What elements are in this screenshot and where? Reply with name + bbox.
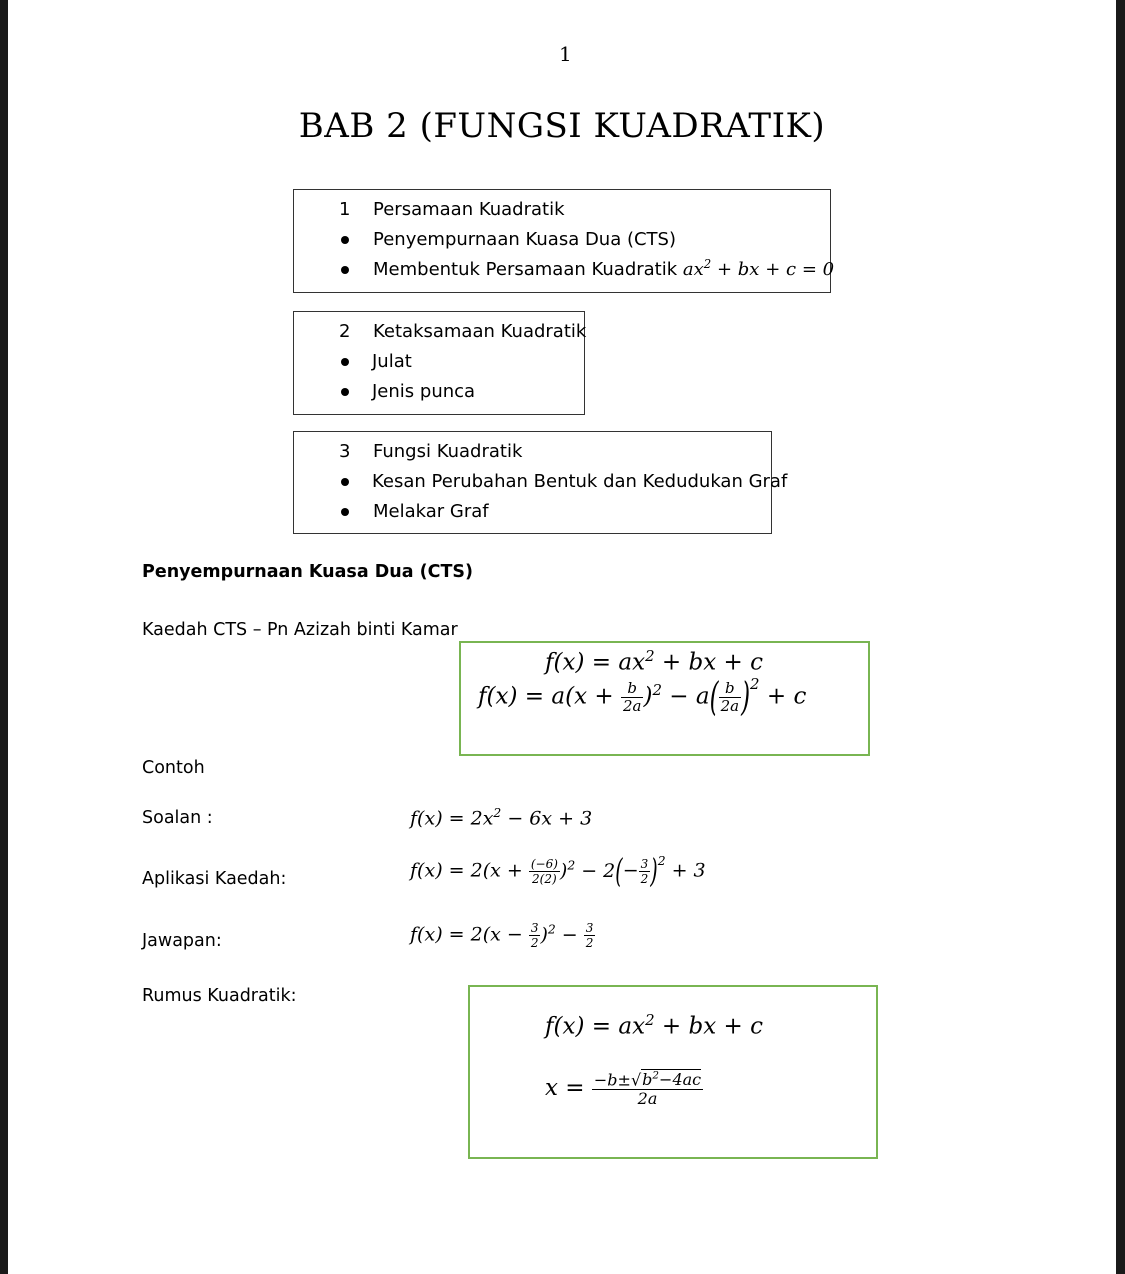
jawapan-label: Jawapan:: [142, 931, 222, 951]
topic-box-3: [293, 431, 788, 534]
rumus-label: Rumus Kuadratik:: [142, 986, 297, 1006]
page-number: 1: [559, 42, 572, 66]
soalan-formula: $f(x) = 2x^2 - 6x + 3$: [410, 806, 593, 830]
bullet-icon: [341, 236, 349, 244]
topic-heading: Persamaan Kuadratik: [373, 199, 565, 220]
quadratic-roots-formula: x = $\frac{-b\pm√b^2-4ac}{2a}$: [545, 1070, 702, 1109]
topic-bullet: Julat: [372, 351, 412, 372]
topic-number: 1: [339, 199, 351, 220]
topic-bullet: Penyempurnaan Kuasa Dua (CTS): [373, 229, 677, 250]
aplikasi-label: Aplikasi Kaedah:: [142, 869, 287, 889]
topic-box-1: [293, 189, 835, 293]
bullet-icon: [341, 478, 349, 486]
aplikasi-formula: f(x) = 2(x + $\frac{(-6)}{2(2)}$ )$^2$ − 2(− $\frac{3}{2}$ )$^2$ + 3: [410, 852, 706, 891]
jawapan-formula: f(x) = 2(x − $\frac{3}{2}$ )$^2$ − $\frac{3}{2}$: [410, 921, 594, 950]
bullet-icon: [341, 266, 349, 274]
topic-bullet: Kesan Perubahan Bentuk dan Kedudukan Graf: [372, 471, 788, 492]
bullet-icon: [341, 388, 349, 396]
general-quadratic-formula: $f(x) = ax^2$ + bx + c: [545, 1011, 763, 1040]
soalan-label: Soalan :: [142, 808, 213, 828]
topic-bullet: Jenis punca: [372, 381, 476, 402]
topic-number: 2: [339, 321, 351, 342]
page-title: BAB 2 (FUNGSI KUADRATIK): [298, 106, 826, 146]
topic-number: 3: [339, 441, 351, 462]
quadratic-equation-formula: $ax^2$ + bx + c = 0: [682, 257, 835, 280]
kaedah-label: Kaedah CTS – Pn Azizah binti Kamar: [142, 620, 458, 640]
topic-bullet: Membentuk Persamaan Kuadratik $ax^2$ + bx + c = 0: [373, 257, 835, 280]
document-page: [8, 0, 1116, 1274]
section-heading: Penyempurnaan Kuasa Dua (CTS): [142, 562, 474, 582]
quadratic-formula-box: [468, 985, 878, 1159]
topic-heading: Ketaksamaan Kuadratik: [373, 321, 587, 342]
topic-box-2: [293, 311, 585, 415]
general-quadratic-formula: $f(x) = ax^2$ + bx + c: [545, 647, 763, 676]
cts-formula-box: [459, 641, 870, 756]
topic-heading: Fungsi Kuadratik: [373, 441, 523, 462]
contoh-label: Contoh: [142, 758, 205, 778]
cts-formula: f(x) = a(x + $\frac{b}{2a}$ )$^2$ − a( $\frac{b}{2a}$ )$^2$ + c: [478, 675, 807, 720]
bullet-icon: [341, 358, 349, 366]
bullet-icon: [341, 508, 349, 516]
topic-bullet: Melakar Graf: [373, 501, 489, 522]
